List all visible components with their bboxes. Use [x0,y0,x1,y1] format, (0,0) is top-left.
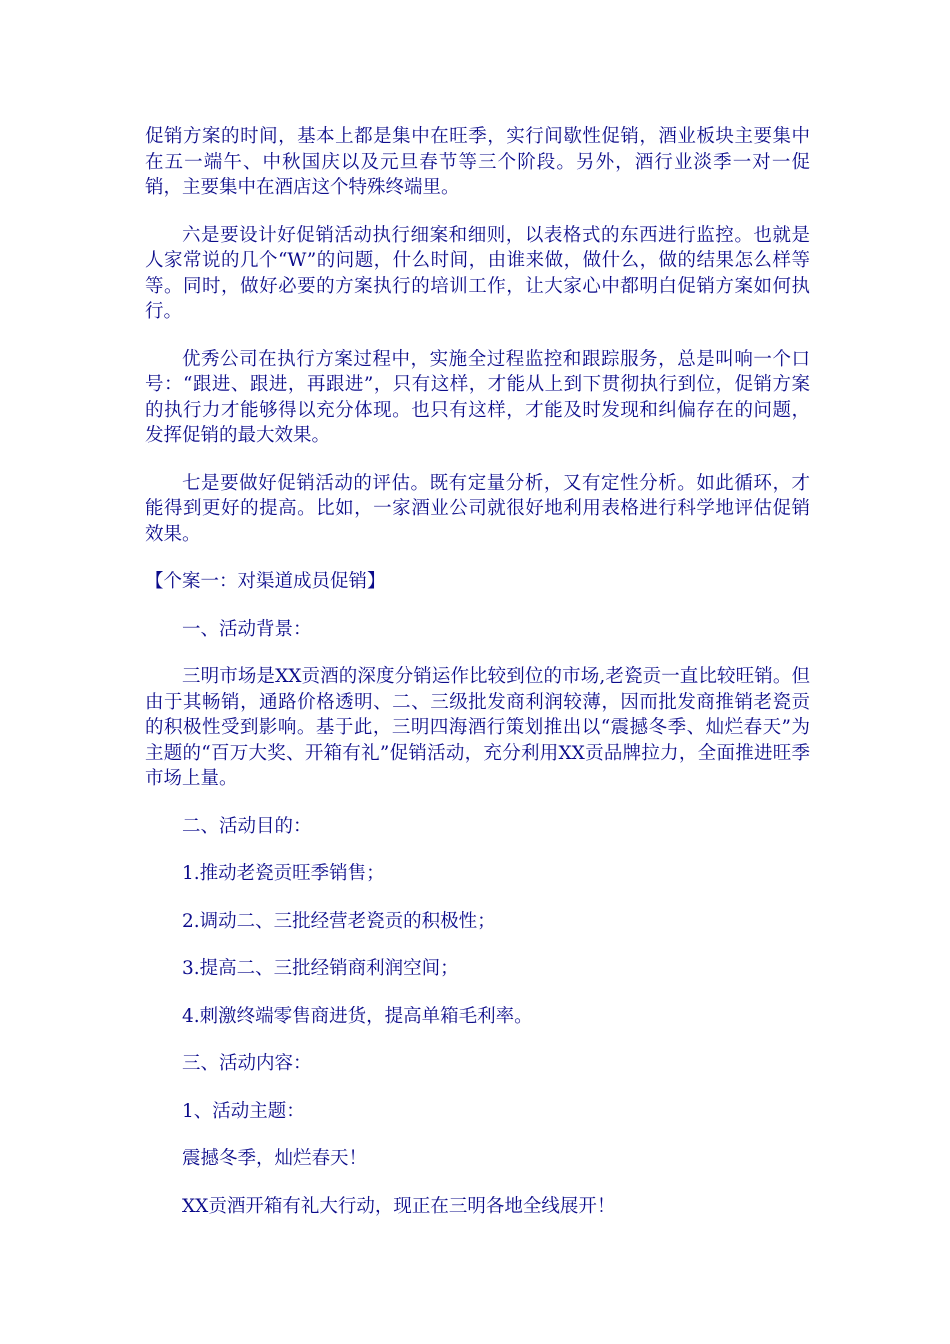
goal-item: 2.调动二、三批经营老瓷贡的积极性； [182,910,496,932]
document-page [145,124,810,1241]
paragraph-promotion-timing: 促销方案的时间，基本上都是集中在旺季，实行间歇性促销，酒业板块主要集中在五一端午、中秋国庆以及元旦春节等三个阶段。另外，酒行业淡季一对一促销，主要集中在酒店这个特殊终端里。 [145,126,810,198]
section-body-background: 三明市场是XX贡酒的深度分销运作比较到位的市场,老瓷贡一直比较旺销。但由于其畅销，通路价格透明、二、三级批发商利润较薄，因而批发商推销老瓷贡的积极性受到影响。基于此，三明四海酒行策划推出以“震撼冬季、灿烂春天”为主题的“百万大奖、开箱有礼”促销活动，充分利用XX贡品牌拉力，全面推进旺季市场上量。 [145,666,810,789]
case-title: 【个案一：对渠道成员促销】 [145,571,386,592]
section-heading-goals: 二、活动目的： [182,815,312,837]
goal-item: 4.刺激终端零售商进货，提高单箱毛利率。 [182,1005,533,1027]
theme-heading: 1、活动主题： [182,1100,305,1122]
paragraph-monitoring: 优秀公司在执行方案过程中，实施全过程监控和跟踪服务，总是叫响一个口号：“跟进、跟进，再跟进”，只有这样，才能从上到下贯彻执行到位，促销方案的执行力才能够得以充分体现。也只有这样，才能及时发现和纠偏存在的问题，发挥促销的最大效果。 [145,348,810,446]
paragraph-evaluation: 七是要做好促销活动的评估。既有定量分析，又有定性分析。如此循环，才能得到更好的提高。比如，一家酒业公司就很好地利用表格进行科学地评估促销效果。 [145,472,810,545]
goal-item: 3.提高二、三批经销商利润空间； [182,958,459,979]
slogan-line: 震撼冬季，灿烂春天！ [182,1148,368,1169]
goal-item: 1.推动老瓷贡旺季销售； [182,863,385,884]
slogan-line: XX贡酒开箱有礼大行动，现正在三明各地全线展开！ [182,1195,616,1217]
paragraph-execution-details: 六是要设计好促销活动执行细案和细则，以表格式的东西进行监控。也就是人家常说的几个“W”的问题，什么时间，由谁来做，做什么，做的结果怎么样等等。同时，做好必要的方案执行的培训工作，让大家心中都明白促销方案如何执行。 [145,224,810,322]
section-heading-content: 三、活动内容： [182,1053,312,1074]
section-heading-background: 一、活动背景： [182,618,312,640]
